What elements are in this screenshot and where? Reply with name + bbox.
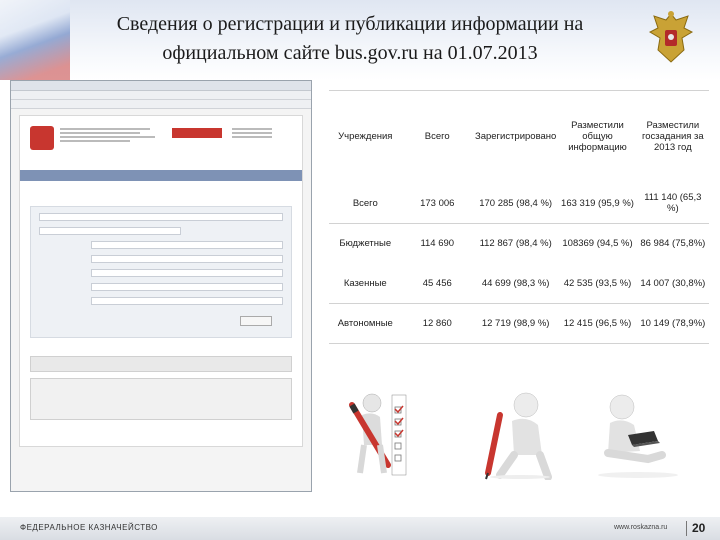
site-contacts: [232, 126, 272, 140]
table-header-row: [329, 90, 709, 183]
cell-tasks: 111 140 (65,3 %): [637, 183, 709, 223]
site-search-button: [240, 316, 272, 326]
table-rule: [329, 343, 709, 344]
double-headed-eagle-emblem-icon: [646, 10, 696, 66]
header-cell: Всего: [424, 131, 450, 142]
cell-registered: 112 867 (98,4 %): [479, 237, 552, 249]
footer-website: www.roskazna.ru: [614, 524, 668, 531]
site-form-field: [91, 297, 283, 305]
cell-general: 108369 (94,5 %): [562, 237, 633, 249]
cell-tasks: 86 984 (75,8%): [640, 237, 706, 249]
table-row: [329, 303, 709, 343]
site-form-field: [91, 269, 283, 277]
figure-with-pen-icon: [470, 385, 560, 480]
cell-total: 12 860: [422, 317, 452, 329]
browser-address-bar: [11, 91, 311, 100]
site-nav: [20, 170, 302, 181]
flag-decoration: [0, 0, 70, 80]
site-form-field: [91, 283, 283, 291]
cell-registered: 12 719 (98,9 %): [481, 317, 550, 329]
row-label: Всего: [329, 183, 402, 223]
site-form-field: [39, 213, 283, 221]
site-section: [30, 356, 292, 372]
header-cell: Учреждения: [338, 131, 393, 142]
cell-general: 12 415 (96,5 %): [563, 317, 632, 329]
slide-title: Сведения о регистрации и публикации информации на официальном сайте bus.gov.ru на 01.07.2013: [116, 13, 584, 64]
table-row: [329, 263, 709, 303]
header-cell: Разместили госзадания за 2013 год: [641, 120, 704, 153]
table-row: [329, 183, 709, 223]
browser-title-bar: [11, 81, 311, 91]
site-name-block: [60, 126, 160, 144]
table-row: [329, 223, 709, 263]
statistics-table: [329, 90, 709, 343]
site-form-field: [91, 255, 283, 263]
row-label: Казенные: [329, 263, 402, 303]
footer-organization: ФЕДЕРАЛЬНОЕ КАЗНАЧЕЙСТВО: [20, 523, 158, 532]
site-form-field: [39, 227, 181, 235]
site-login-button: [172, 128, 222, 138]
site-section: [30, 378, 292, 420]
browser-toolbar: [11, 100, 311, 109]
cell-tasks: 10 149 (78,9%): [640, 317, 706, 329]
cell-registered: 44 699 (98,3 %): [473, 263, 558, 303]
footer-divider: [686, 521, 687, 536]
page-number: 20: [692, 521, 706, 535]
cell-general: 163 319 (95,9 %): [558, 183, 636, 223]
row-label: Бюджетные: [339, 237, 392, 249]
cell-total: 45 456: [402, 263, 473, 303]
checklist-pencil-figure-icon: [342, 385, 447, 480]
cell-general: 42 535 (93,5 %): [558, 263, 636, 303]
cell-total: 114 690: [420, 237, 455, 249]
header-cell: Разместили общую информацию: [568, 120, 627, 153]
cell-registered: 170 285 (98,4 %): [473, 183, 558, 223]
website-screenshot: [10, 80, 312, 492]
site-page: [19, 115, 303, 447]
site-logo: [30, 126, 54, 150]
figure-with-laptop-icon: [588, 385, 688, 480]
footer-bar: [0, 517, 720, 540]
cell-total: 173 006: [402, 183, 473, 223]
site-form-field: [91, 241, 283, 249]
cell-tasks: 14 007 (30,8%): [637, 263, 709, 303]
header-cell: Зарегистрировано: [474, 131, 557, 142]
row-label: Автономные: [337, 317, 393, 329]
